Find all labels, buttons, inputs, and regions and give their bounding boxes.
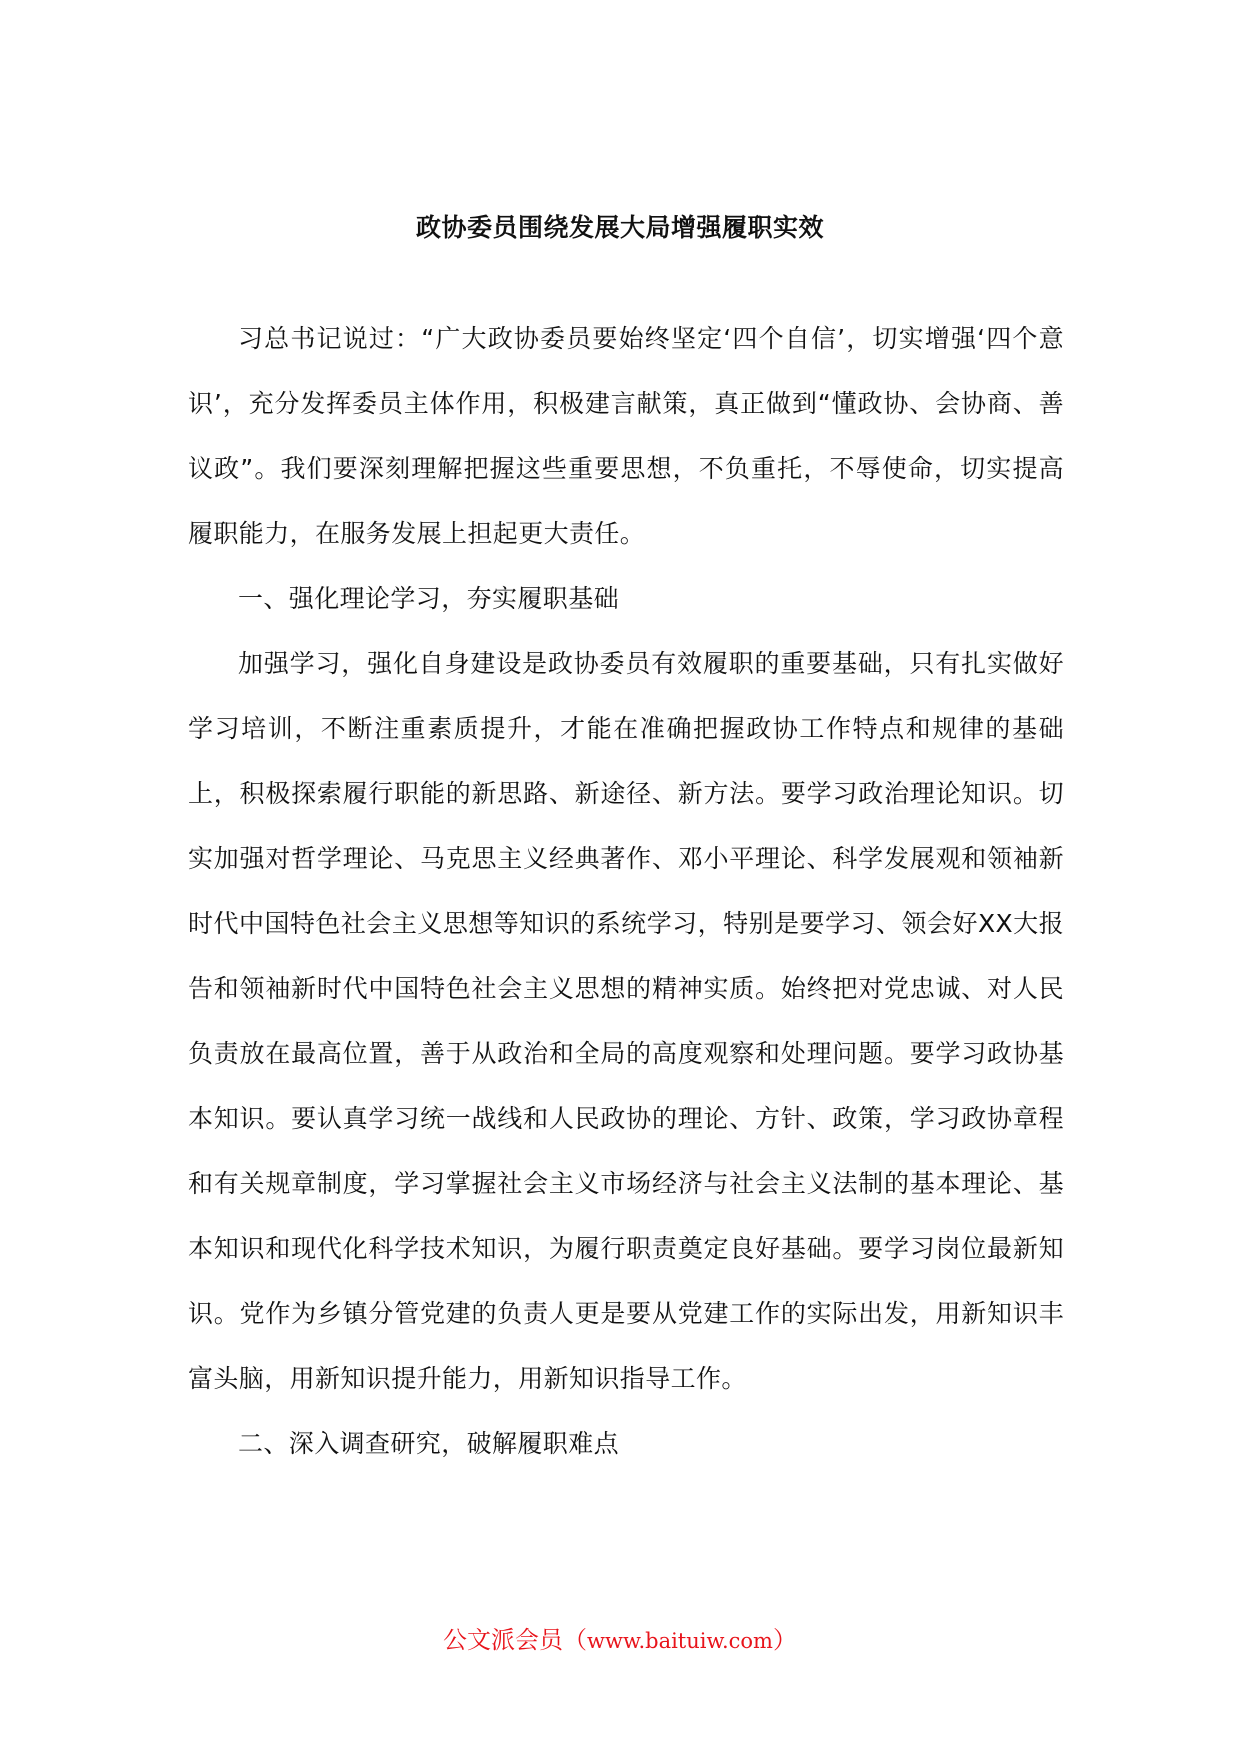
footer-label: 公文派会员（ bbox=[443, 1626, 588, 1654]
document-title: 政协委员围绕发展大局增强履职实效 bbox=[415, 213, 824, 242]
paragraph-section-one: 加强学习，强化自身建设是政协委员有效履职的重要基础，只有扎实做好学习培训，不断注重素质提升，才能在准确把握政协工作特点和规律的基础上，积极探索履行职能的新思路、新途径、新方法。要学习政治理论知识。切实加强对哲学理论、马克思主义经典著作、邓小平理论、科学发展观和领袖新时代中国特色社会主义思想等知识的系统学习，特别是要学习、领会好XX大报告和领袖新时代中国特色社会主义思想的精神实质。始终把对党忠诚、对人民负责放在最高位置，善于从政治和全局的高度观察和处理问题。要学习政协基本知识。要认真学习统一战线和人民政协的理论、方针、政策，学习政协章程和有关规章制度，学习掌握社会主义市场经济与社会主义法制的基本理论、基本知识和现代化科学技术知识，为履行职责奠定良好基础。要学习岗位最新知识。党作为乡镇分管党建的负责人更是要从党建工作的实际出发，用新知识丰富头脑，用新知识提升能力，用新知识指导工作。 bbox=[188, 649, 1064, 1393]
paragraph-intro: 习总书记说过：“广大政协委员要始终坚定‘四个自信’，切实增强‘四个意识’，充分发挥委员主体作用，积极建言献策，真正做到“懂政协、会协商、善议政”。我们要深刻理解把握这些重要思想，不负重托，不辱使命，切实提高履职能力，在服务发展上担起更大责任。 bbox=[188, 324, 1064, 548]
footer-url[interactable]: www.baituiw.com bbox=[587, 1629, 773, 1653]
section-heading-one: 一、强化理论学习，夯实履职基础 bbox=[238, 584, 620, 613]
footer-watermark bbox=[0, 1620, 1240, 1661]
section-heading-two: 二、深入调查研究，破解履职难点 bbox=[238, 1429, 620, 1458]
document-body bbox=[188, 306, 1064, 1476]
footer-close: ） bbox=[772, 1626, 797, 1654]
